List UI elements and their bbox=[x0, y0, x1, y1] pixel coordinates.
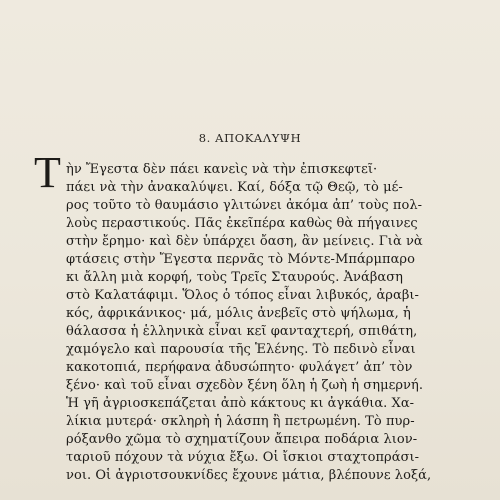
text-line-6: φτάσεις στὴν Ἔγεστα περνᾶς τὸ Μόντε-Μπάρμπαρο bbox=[66, 252, 415, 267]
text-line-11: χαμόγελο καὶ παρουσία τῆς Ἑλένης. Τὸ πεδινὸ εἶναι bbox=[66, 342, 416, 357]
text-line-5: στὴν ἔρημο· καὶ δὲν ὑπάρχει ὄαση, ἂν μείνεις. Γιὰ νὰ bbox=[66, 234, 423, 249]
drop-cap: Τ bbox=[34, 148, 61, 197]
text-line-17: ταριοῦ πόχουν τὰ νύχια ἔξω. Οἱ ἴσκιοι σταχτοπράσι- bbox=[66, 450, 420, 465]
text-line-7: κι ἄλλη μιὰ κορφή, τοὺς Τρεῖς Σταυρούς. Ἀνάβαση bbox=[66, 270, 403, 285]
text-line-13: ξένο· καὶ τοῦ εἶναι σχεδὸν ξένη ὅλη ἡ ζωὴ ἡ σημερνή. bbox=[66, 378, 424, 393]
text-line-2: πάει νὰ τὴν ἀνακαλύψει. Καί, δόξα τῷ Θεῷ, τὸ μέ- bbox=[66, 180, 403, 195]
text-line-3: ρος τοῦτο τὸ θαυμάσιο γλιτώνει ἀκόμα ἀπ’ τοὺς πολ- bbox=[66, 198, 423, 213]
text-line-1: ὴν Ἔγεστα δὲν πάει κανεὶς νὰ τὴν ἐπισκεφτεῖ· bbox=[66, 162, 378, 177]
text-line-10: θάλασσα ἡ ἑλληνικὰ εἶναι κεῖ φανταχτερή, σπιθάτη, bbox=[66, 324, 418, 339]
chapter-title: 8. ΑΠΟΚΑΛΥΨΗ bbox=[198, 131, 302, 145]
text-line-16: ρόξανθο χῶμα τὸ σχηματίζουν ἄπειρα ποδάρια λιον- bbox=[66, 432, 418, 447]
text-line-8: στὸ Καλατάφιμι. Ὅλος ὁ τόπος εἶναι λιβυκός, ἀραβι- bbox=[66, 288, 419, 303]
text-line-14: Ἡ γῆ ἀγριοσκεπάζεται ἀπὸ κάκτους κι ἀγκάθια. Χα- bbox=[66, 396, 415, 411]
text-line-15: λίκια μυτερά· σκληρὴ ἡ λάσπη ἢ πετρωμένη. Τὸ πυρ- bbox=[66, 414, 415, 429]
text-line-18: νοι. Οἱ ἀγριοτσουκνίδες ἔχουνε μάτια, βλέπουνε λοξά, bbox=[66, 468, 432, 483]
text-line-12: κακοτοπιά, περήφανα ἀδυσώπητο· φυλάγετ’ ἀπ’ τὸν bbox=[66, 360, 413, 375]
text-line-9: κός, ἀφρικάνικος· μά, μόλις ἀνεβεῖς στὸ ψήλωμα, ἡ bbox=[66, 306, 411, 321]
text-line-4: λοὺς περαστικούς. Πᾶς ἐκεῖπέρα καθὼς θὰ πήγαινες bbox=[66, 216, 418, 231]
